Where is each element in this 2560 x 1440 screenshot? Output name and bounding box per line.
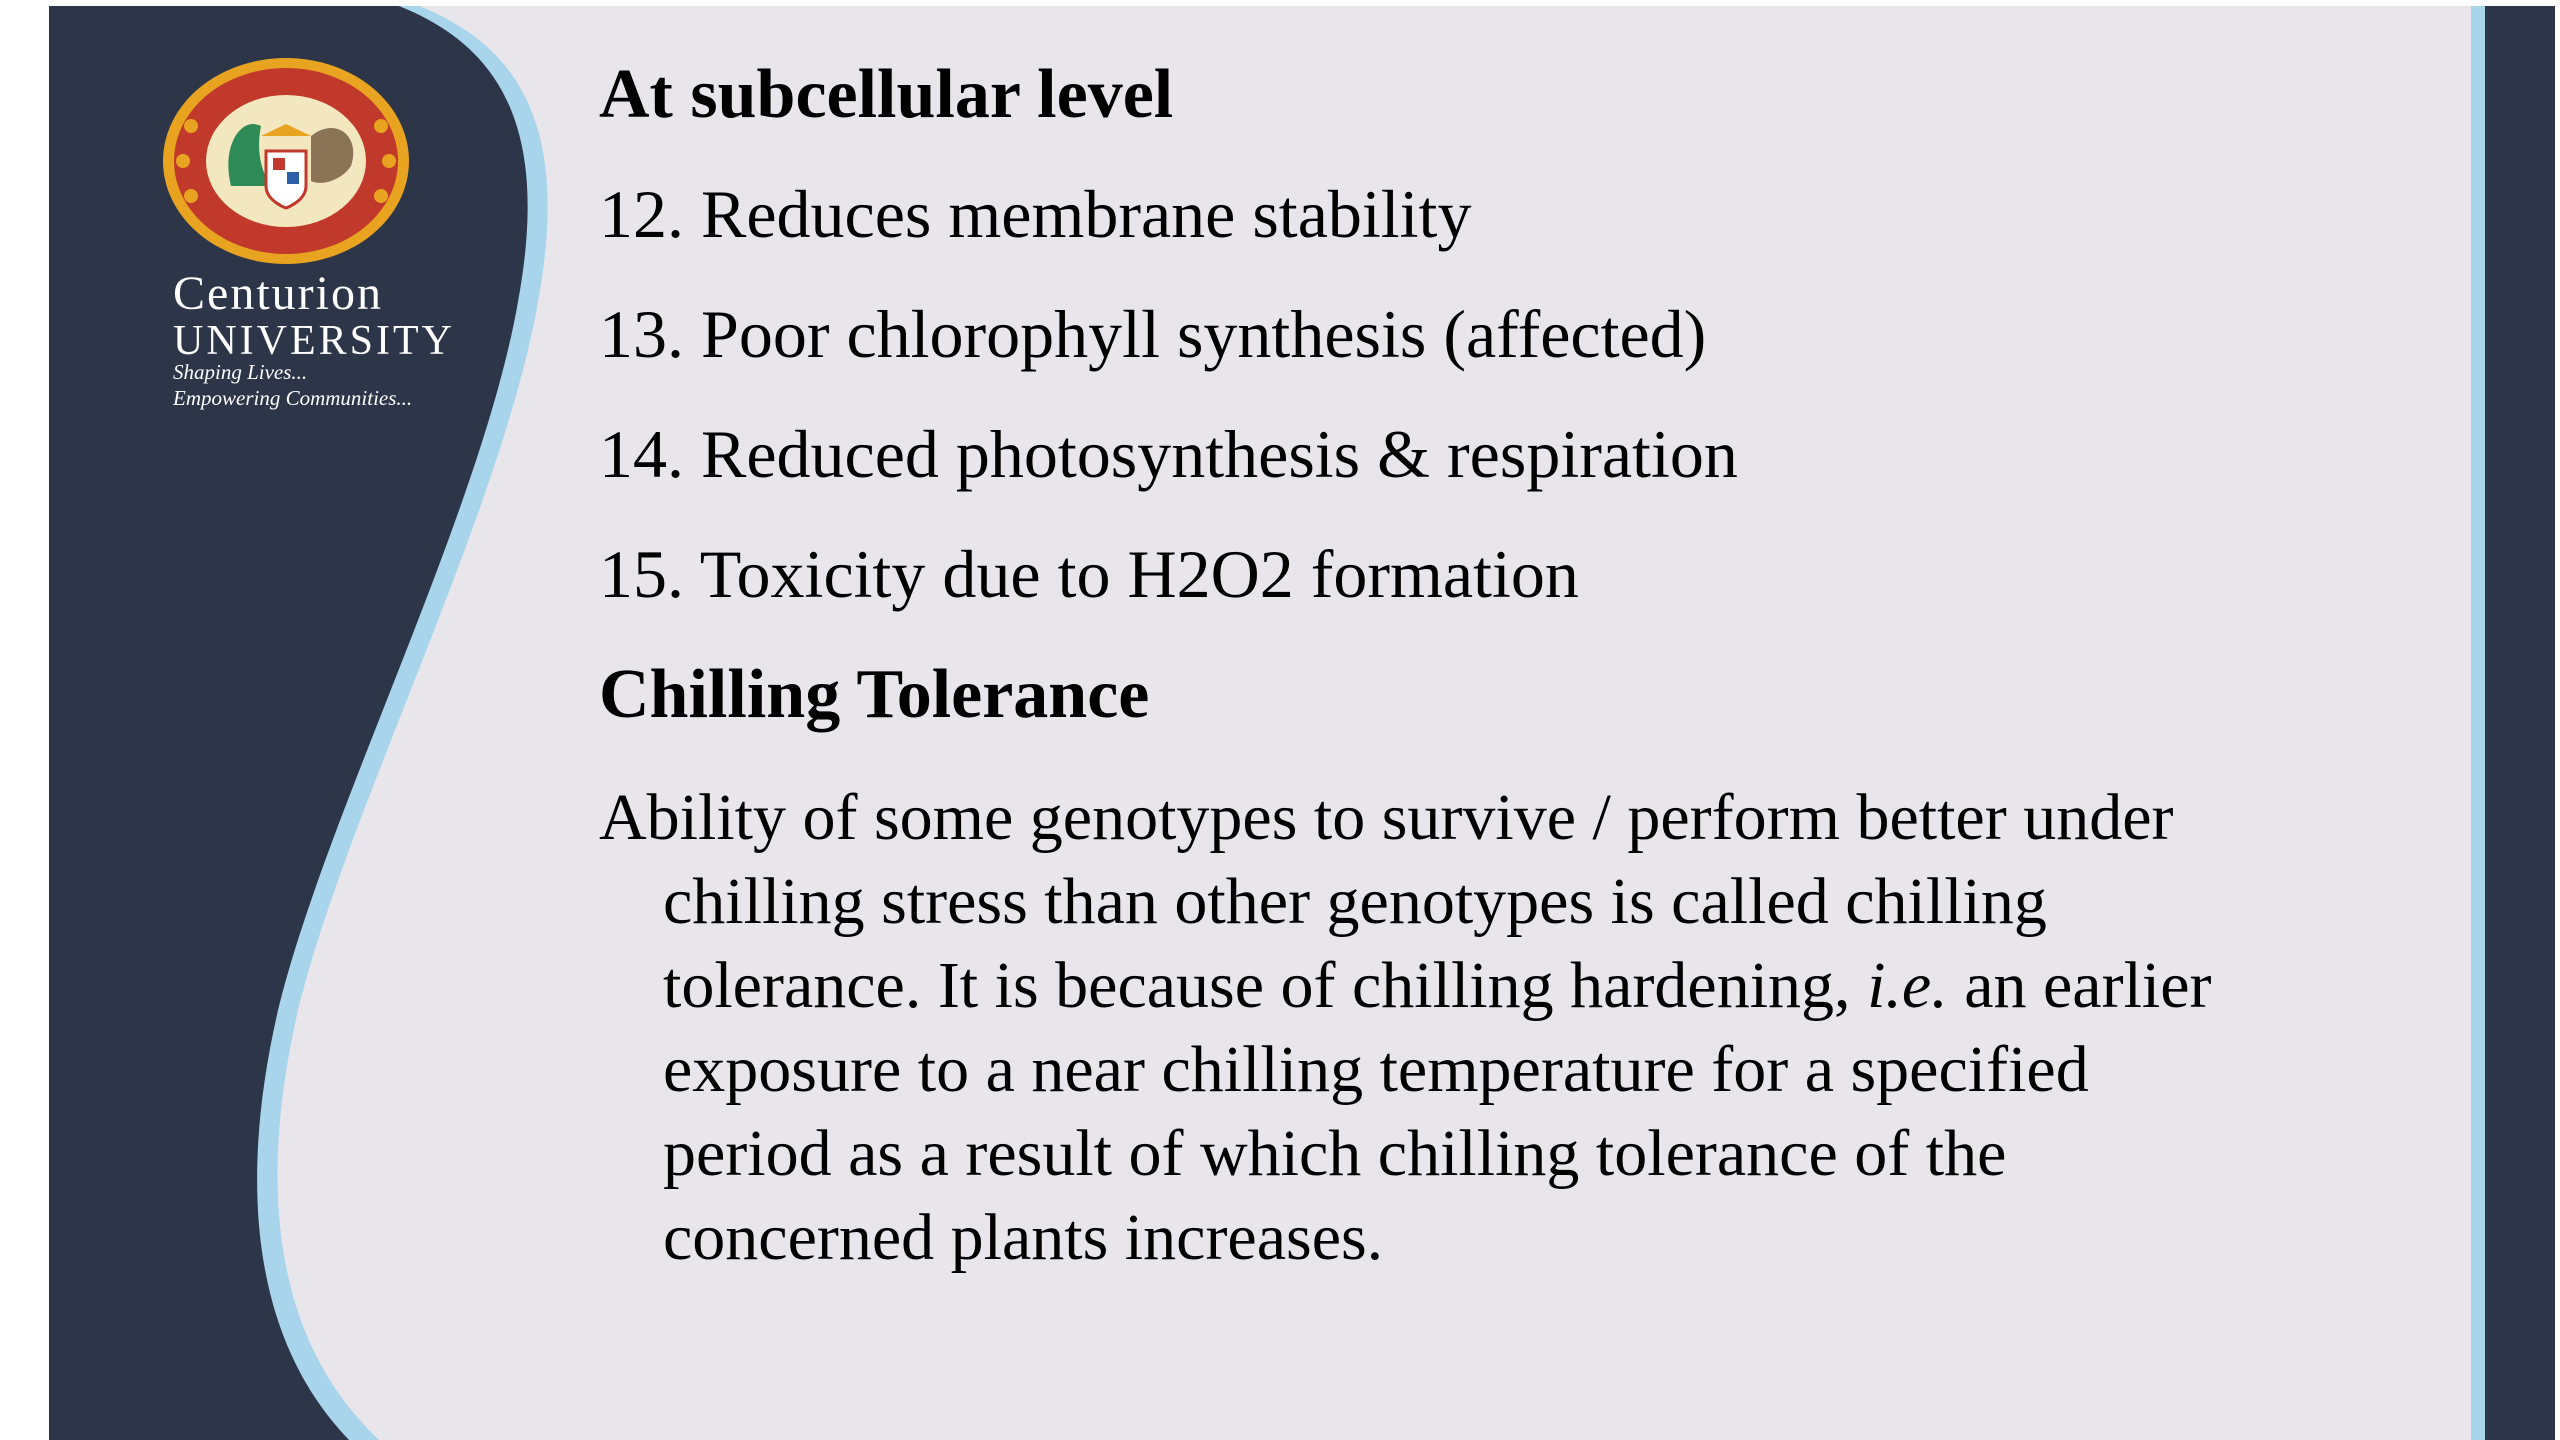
slide bbox=[49, 6, 2555, 1440]
brand-name: Centurion bbox=[173, 267, 383, 320]
list-item: 12. Reduces membrane stability bbox=[599, 176, 1472, 252]
definition-paragraph bbox=[599, 776, 2459, 1280]
university-seal-icon bbox=[161, 56, 411, 266]
brand-tagline-line2: Empowering Communities... bbox=[173, 386, 413, 410]
paragraph-line: chilling stress than other genotypes is called chilling bbox=[663, 865, 2047, 938]
paragraph-text: tolerance. It is because of chilling hardening, bbox=[663, 949, 1868, 1022]
list-item: 15. Toxicity due to H2O2 formation bbox=[599, 536, 1579, 612]
paragraph-line: exposure to a near chilling temperature for a specified bbox=[663, 1033, 2089, 1106]
paragraph-italic-ie: i.e. bbox=[1867, 949, 1948, 1022]
right-accent-stripe bbox=[2471, 6, 2485, 1440]
paragraph-text: an earlier bbox=[1947, 949, 2212, 1022]
list-item: 13. Poor chlorophyll synthesis (affected) bbox=[599, 296, 1707, 372]
brand-tagline-line1: Shaping Lives... bbox=[173, 360, 308, 384]
university-logo bbox=[111, 56, 491, 416]
list-item: 14. Reduced photosynthesis & respiration bbox=[599, 416, 1738, 492]
right-border-bar bbox=[2485, 6, 2555, 1440]
paragraph-line bbox=[599, 944, 2459, 1028]
paragraph-line: period as a result of which chilling tolerance of the bbox=[663, 1117, 2007, 1190]
brand-university: UNIVERSITY bbox=[173, 318, 455, 364]
section-heading-chilling-tolerance: Chilling Tolerance bbox=[599, 656, 1150, 733]
section-heading-subcellular: At subcellular level bbox=[599, 56, 1174, 133]
paragraph-line: Ability of some genotypes to survive / perform better under bbox=[599, 781, 2174, 854]
paragraph-line: concerned plants increases. bbox=[663, 1201, 1384, 1274]
